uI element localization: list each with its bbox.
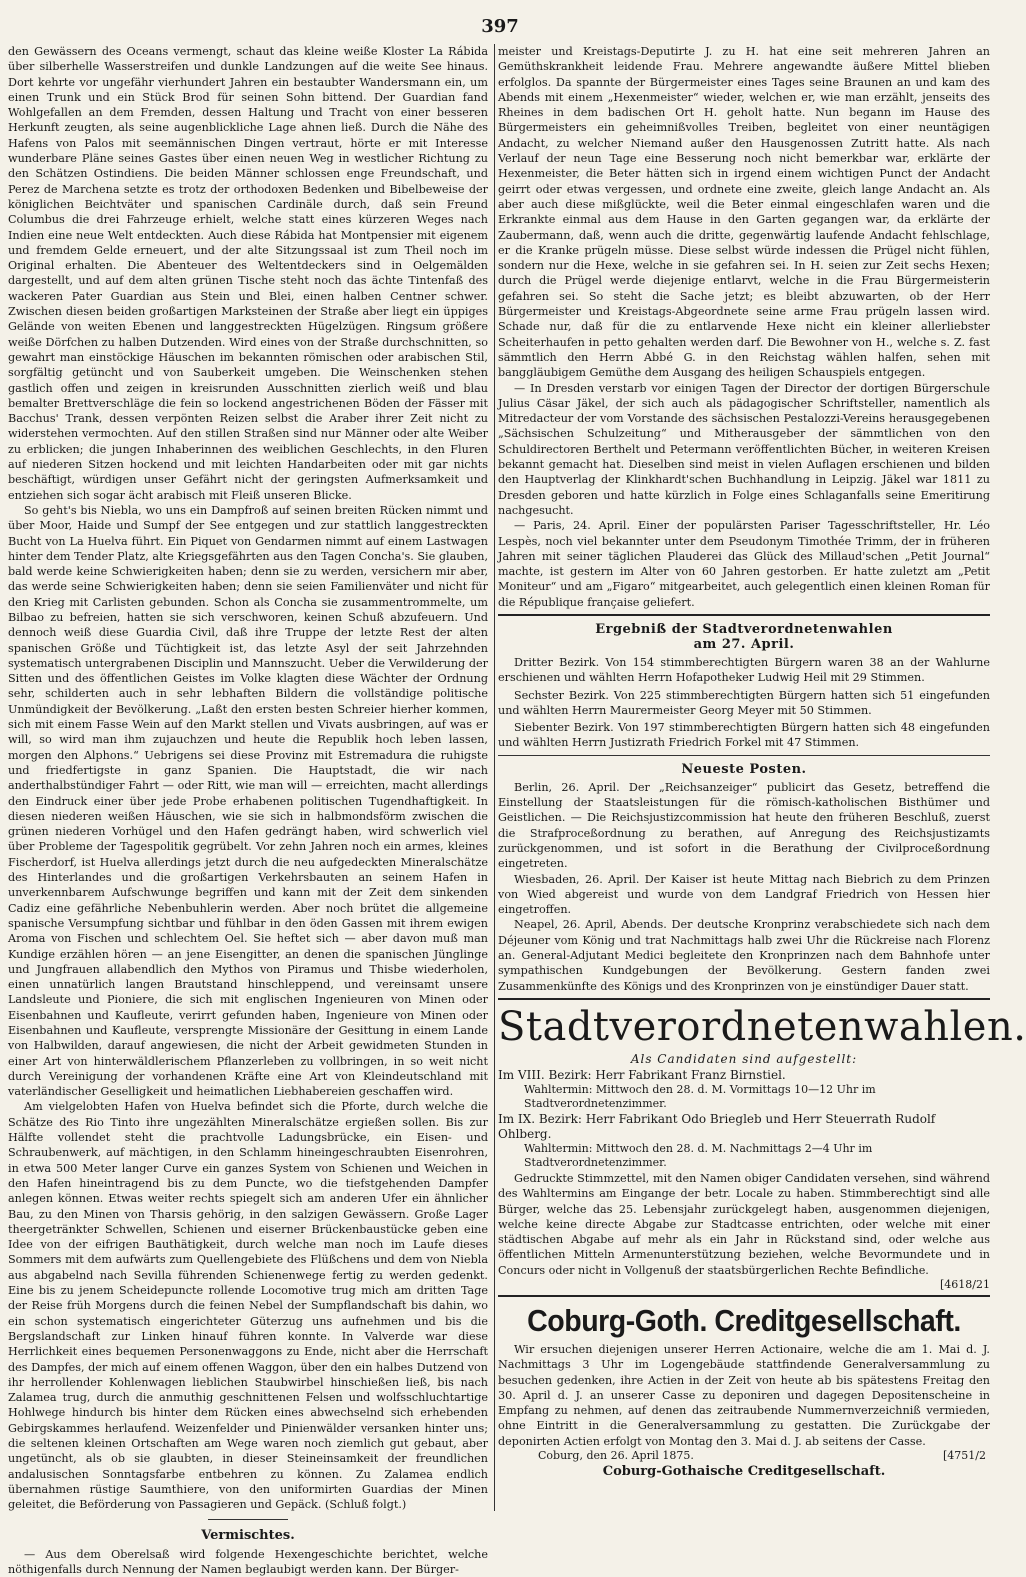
bank-advertisement bbox=[498, 1303, 990, 1479]
left-column bbox=[8, 44, 495, 1511]
divider bbox=[498, 1295, 990, 1297]
divider bbox=[498, 755, 990, 756]
news-item: Wiesbaden, 26. April. Der Kaiser ist heute Mittag nach Biebrich zu dem Prinzen von Wied abgereist und wurde von dem Landgraf Friedrich von Hessen hier eingetroffen. bbox=[498, 872, 990, 918]
district-result: Siebenter Bezirk. Von 197 stimmberechtigten Bürgern hatten sich 48 eingefunden und wählten Herrn Justizrath Friedrich Forkel mit 47 Stimmen. bbox=[498, 720, 990, 751]
article-paragraph: den Gewässern des Oceans vermengt, schaut das kleine weiße Kloster La Rábida über silberhelle Wasserstreifen und dunkle Landzungen auf die weite See hinaus. Dort kehrte vor ungefähr vierhundert Jahren ein bestaubter Wandersmann ein, um einen Trunk und ein Stück Brod für seinen Sohn bittend. Der Guardian fand Wohlgefallen an dem Fremden, dessen Haltung und Tracht von einer besseren Herkunft zeugten, als seine augenblickliche Lage ahnen ließ. Durch die Nähe des Hafens von Palos mit seemännischen Dingen vertraut, hörte er mit Interesse wunderbare Pläne seines Gastes über einen neuen Weg in westlicher Richtung zu den Schätzen Ostindiens. Die beiden Männer schlossen enge Freundschaft, und Perez de Marchena setzte es trotz der orthodoxen Bedenken und Bibelbeweise der königlichen Beichtväter und spanischen Cardinäle durch, daß sein Freund Columbus die drei Fahrzeuge erhielt, welche statt eines kürzeren Weges nach Indien eine neue Welt entdeckten. Auch diese Rábida hat Montpensier mit eigenem und fremdem Gelde erneuert, und der alte Sitzungssaal ist zum Theil noch im Original erhalten. Die Abenteuer des Weltentdeckers sind in Oelgemälden dargestellt, und auf dem alten grünen Tische steht noch das ächte Tintenfaß des wackeren Pater Guardian aus Stein und Blei, einen halben Centner schwer. Zwischen diesen beiden großartigen Marksteinen der Straße aber liegt ein üppiges Gelände von weiten Ebenen und langgestreckten Hügelzügen. Ringsum größere weiße Dörfchen zu halben Dutzenden. Wird eines von der Straße durchschnitten, so gewahrt man einstöckige Häuschen im bekannten römischen oder arabischen Stil, sorgfältig getüncht und von Sauberkeit umgeben. Die Weinschenken stehen gastlich offen und zeigen in kreisrunden Ausschnitten zierlich weiß und blau bemalter Brettverschläge die fein so lockend angestrichenen Böden der Fässer mit Bacchus' Trank, dessen verpönten Reizen selbst die Araber ihrer Zeit nicht zu widerstehen vermochten. Auf den stillen Straßen sind nur Männer oder alte Weiber zu erblicken; die jungen Inhaberinnen des weiblichen Geschlechts, in den Fluren auf niederen Sitzen hockend und mit leichten Handarbeiten oder mit gar nichts beschäftigt, würdigen unser Gefährt nicht der geringsten Aufmerksamkeit und entziehen sich sogar ächt arabisch mit Fleiß unseren Blicke. bbox=[8, 44, 488, 503]
ad-title: Stadtverordnetenwahlen. bbox=[498, 1004, 990, 1050]
vermischtes-heading: Vermischtes. bbox=[8, 1528, 488, 1543]
ad-body: Gedruckte Stimmzettel, mit den Namen obiger Candidaten versehen, sind während des Wahltermins am Eingange der betr. Locale zu haben. Stimmberechtigt sind alle Bürger, welche das 25. Lebensjahr zurückgelegt haben, ausgenommen diejenigen, welche keine directe Abgabe zur Stadtcasse entrichten, oder welche mit einer städtischen Abgabe auf mehr als ein Jahr in Rückstand sind, oder welche aus öffentlichen Mitteln Armenunterstützung beziehen, welche Bevormundete und in Concurs oder nicht in Vollgenuß der staatsbürgerlichen Rechte Befindliche. bbox=[498, 1171, 990, 1278]
ad-reference: [4618/21 bbox=[498, 1278, 990, 1291]
article-paragraph: So geht's bis Niebla, wo uns ein Dampfroß auf seinen breiten Rücken nimmt und über Moor, Haide und Sumpf der See entgegen und zur stattlich langgestreckten Bucht von La Huelva führt. Ein Piquet von Gendarmen nimmt auf einem Lastwagen hinter dem Tender Platz, alte Kriegsgefährten aus den Tagen Concha's. Sie glauben, bald werde keine Schwierigkeiten haben; denn sie zu werden, versichern mir aber, das werde seine Schwierigkeiten haben; denn sie seien Familienväter und nicht für den Krieg mit Carlisten gebunden. Schon als Concha sie zusammentrommelte, um Bilbao zu befreien, hatten sie sich verschworen, keinen Schuß abzufeuern. Und dennoch weiß diese Guardia Civil, daß ihre Truppe der letzte Rest der alten spanischen Größe und Tüchtigkeit ist, das letzte Asyl der seit Jahrzehnden systematisch untergrabenen Disciplin und Mannszucht. Ueber die Verwilderung der Sitten und des öffentlichen Geistes im Volke klagten diese Wächter der Ordnung sehr, schilderten auch in sehr lebhaften Bildern die vollständige politische Unmündigkeit der Bevölkerung. „Laßt den ersten besten Schreier hierher kommen, sich mit einem Fasse Wein auf den Markt stellen und Vivats ausbringen, auf was er will, so wird man ihm zujauchzen und heute die Republik hoch leben lassen, morgen den Alphons.“ Uebrigens sei diese Provinz mit Estremadura die ruhigste und friedfertigste in ganz Spanien. Die Hauptstadt, die wir nach anderthalbstündiger Fahrt — oder Ritt, wie man will — erreichten, macht allerdings den Eindruck einer über jede Probe erhabenen politischen Tugendhaftigkeit. In diesen niederen weißen Häuschen, wie sie sich in halbmondsförm zwischen die grünen niederen Vorhügel und den Hafen gedrängt haben, wird schwerlich viel über Probleme der Tagespolitik gegrübelt. Vor zehn Jahren noch ein armes, kleines Fischerdorf, ist Huelva allerdings jetzt durch die neu aufgedeckten Mineralschätze des Hinterlandes und die großartigen Verkehrsbauten an seinem Hafen in unverkennbarem Aufschwunge begriffen und kann mit der Zeit dem sinkenden Cadiz eine gefährliche Nebenbuhlerin werden. Aber noch brütet die allgemeine spanische Versumpfung sichtbar und fühlbar in den öden Gassen mit ihrem ewigen Aroma von Fischen und schlechtem Oel. Sie heftet sich — aber davon muß man Kundige erzählen hören — an jene Eisengitter, an denen die spanischen Jünglinge und Jungfrauen allabendlich den Mythos von Piramus und Thisbe wiederholen, einen unnatürlich langen Brautstand hinschleppend, und vereinsamt unsere Landsleute und Pioniere, die sich mit englischen Ingenieuren von Minen oder Eisenbahnen und Kaufleute, verirrt gefunden haben, Ingenieure von Minen oder Eisenbahnen und Kaufleute, versprengte Missionäre der Gesittung in einem Lande von Halbwilden, darauf angewiesen, die nicht der Arbeit gewidmeten Stunden in einer Art von hinterwäldlerischem Pflanzerleben zu vollbringen, in so weit nicht durch Vereinigung der vorhandenen Kräfte eine Art von Kleindeutschland mit vaterländischer Geselligkeit und heimatlichen Liebhabereien geschaffen wird. bbox=[8, 503, 488, 1100]
divider bbox=[208, 1519, 288, 1520]
election-results-date: am 27. April. bbox=[498, 637, 990, 652]
page-number: 397 bbox=[0, 16, 1000, 37]
article-paragraph: meister und Kreistags-Deputirte J. zu H. hat eine seit mehreren Jahren an Gemüthskrankheit leidende Frau. Mehrere angewandte äußere Mittel blieben erfolglos. Da spannte der Bürgermeister eines Tages seine Braunen an und kam des Abends mit einem „Hexenmeister“ wieder, welchen er, wie man erzählt, jenseits des Rheines in dem badischen Ort H. geholt hatte. Nun begann im Hause des Bürgermeisters ein geheimnißvolles Treiben, begleitet von einer neuntägigen Andacht, zu welcher Niemand außer den Hausgenossen Zutritt hatte. Als nach Verlauf der neun Tage eine Besserung noch nicht bemerkbar war, erklärte der Hexenmeister, die Beter hätten sich in irgend einem wichtigen Punct der Andacht geirrt oder etwas vergessen, und ordnete eine zweite, gleich lange Andacht an. Als aber auch diese mißglückte, weil die Beter einmal eingeschlafen waren und die Erkrankte einmal aus dem Hause in den Garten gegangen war, da erklärte der Zaubermann, daß, wenn auch die dritte, gegenwärtig laufende Andacht fehlschlage, er die Kranke prügeln müsse. Diese selbst würde indessen die Prügel nicht fühlen, sondern nur die Hexe, welche in sie gefahren sei. In H. seien zur Zeit sechs Hexen; durch die Prügel werde diejenige entlarvt, welche in die Frau Bürgermeisterin gefahren sei. So steht die Sache jetzt; es bleibt abzuwarten, ob der Herr Bürgermeister und Kreistags-Abgeordnete seine arme Frau prügeln lassen wird. Schade nur, daß für die zu entlarvende Hexe nicht ein kleiner allerliebster Scheiterhaufen in petto gehalten werden darf. Die Bewohner von H., welche s. Z. fast sämmtlich den Herrn Abbé G. in den Reichstag wählen halfen, sehen mit banggläubigem Gemüthe dem Ausgang des heiligen Schauspiels entgegen. bbox=[498, 44, 990, 381]
ad-date: Coburg, den 26. April 1875. bbox=[538, 1449, 694, 1462]
ad-body: Wir ersuchen diejenigen unserer Herren Actionaire, welche die am 1. Mai d. J. Nachmittags 3 Uhr im Logengebäude stattfindende Generalversammlung zu besuchen gedenken, ihre Actien in der Zeit von heute ab bis spätestens Freitag den 30. April d. J. an unserer Casse zu deponiren und dagegen Depositenscheine in Empfang zu nehmen, auf denen das zeitraubende Nummernverzeichniß vermieden, ohne Eintritt in die Generalversammlung zu gestatten. Die Zurückgabe der deponirten Actien erfolgt von Montag den 3. Mai d. J. ab seitens der Casse. bbox=[498, 1342, 990, 1449]
ad-district: Im VIII. Bezirk: Herr Fabrikant Franz Birnstiel. bbox=[498, 1068, 990, 1083]
right-column bbox=[498, 44, 990, 1511]
ad-signature: Coburg-Gothaische Creditgesellschaft. bbox=[498, 1464, 990, 1479]
election-advertisement bbox=[498, 1004, 990, 1291]
article-paragraph: Am vielgelobten Hafen von Huelva befindet sich die Pforte, durch welche die Schätze des Rio Tinto ihre ungezählten Mineralschätze ergießen sollen. Bis zur Hälfte vollendet steht die prachtvolle Ladungsbrücke, ein Eisen- und Schraubenwerk, auf mächtigen, in den Schlamm hineingeschraubten Eisenrohren, in etwa 500 Meter langer Curve ein ganzes System von Schienen und Weichen in den Hafen hineintragend bis zu dem Puncte, wo die tiefstgehenden Dampfer anlegen können. Etwas weiter rechts spiegelt sich am anderen Ufer ein ähnlicher Bau, zu den Minen von Tharsis gehörig, in den salzigen Gewässern. Große Lager theergetränkter Schwellen, Schienen und eiserner Brückenbaustücke geben eine Idee von der eifrigen Bauthätigkeit, durch welche man noch im Laufe dieses Sommers mit dem aufwärts zum Quellengebiete des Flüßchens und dem von Niebla aus abgabelnd nach Sevilla führenden Schienenwege fertig zu werden gedenkt. Eine bis zu jenem Scheidepuncte rollende Locomotive trug mich am dritten Tage der Reise früh Morgens durch die feinen Nebel der Sumpflandschaft bis dahin, wo ein schon systematisch eingerichteter Güterzug uns aufnehmen und bis die Bergslandschaft zur Linken hinauf führen konnte. In Valverde war diese Herrlichkeit eines bequemen Personenwaggons zu Ende, nicht aber die Herrschaft des Dampfes, der mich auf einem offenen Waggon, über den ein halbes Dutzend von ihr herrollender Kohlenwagen lieblichen Staubwirbel hinschießen ließ, bis nach Zalamea trug, durch die anmuthig geschnittenen Felsen und wolfsschluchtartige Hohlwege hindurch bis hinter dem Rücken eines abwechselnd sich erhebenden Gebirgskammes herlaufend. Weizenfelder und Pinienwälder versanken hinter uns; die seltenen kleinen Ortschaften am Wege waren noch ziemlich gut gebaut, aber ungetüncht, als ob sie glaubten, in dieser Steineinsamkeit der freundlichen andalusischen Sonntagsfarbe entbehren zu können. Zu Zalamea endlich übernahmen rüstige Saumthiere, von den uniformirten Guardias der Minen geleitet, die Beförderung von Passagieren und Gepäck. (Schluß folgt.) bbox=[8, 1099, 488, 1512]
ad-note: Wahltermin: Mittwoch den 28. d. M. Nachmittags 2—4 Uhr im Stadtverordnetenzimmer. bbox=[498, 1142, 990, 1171]
district-result: Dritter Bezirk. Von 154 stimmberechtigten Bürgern waren 38 an der Wahlurne erschienen und wählten Herrn Hofapotheker Ludwig Heil mit 29 Stimmen. bbox=[498, 655, 990, 686]
news-item: Berlin, 26. April. Der „Reichsanzeiger“ publicirt das Gesetz, betreffend die Einstellung der Staatsleistungen für die römisch-katholischen Bisthümer und Geistlichen. — Die Reichsjustizcommission hat heute den früheren Beschluß, zuerst die Strafproceßordnung zu berathen, auf Anregung des Reichsjustizamts zurückgenommen, und ist sofort in die Berathung der Civilproceßordnung eingetreten. bbox=[498, 780, 990, 872]
ad-district: Im IX. Bezirk: Herr Fabrikant Odo Briegleb und Herr Steuerrath Rudolf Ohlberg. bbox=[498, 1112, 990, 1142]
divider bbox=[498, 998, 990, 1000]
district-result: Sechster Bezirk. Von 225 stimmberechtigten Bürgern hatten sich 51 eingefunden und wählten Herrn Maurermeister Georg Meyer mit 50 Stimmen. bbox=[498, 688, 990, 719]
election-results-heading: Ergebniß der Stadtverordnetenwahlen bbox=[498, 622, 990, 637]
divider bbox=[498, 614, 990, 616]
vermischtes-text: — Aus dem Oberelsaß wird folgende Hexengeschichte berichtet, welche nöthigenfalls durch Nennung der Namen beglaubigt werden kann. Der Bürger- bbox=[8, 1547, 488, 1577]
news-item: Neapel, 26. April, Abends. Der deutsche Kronprinz verabschiedete sich nach dem Déjeuner vom König und trat Nachmittags halb zwei Uhr die Rückreise nach Florenz an. General-Adjutant Medici begleitete den Kronprinzen nach dem Bahnhofe unter sympathischen Kundgebungen der Bevölkerung. Gestern fanden zwei Zusammenkünfte des Königs und des Kronprinzen von je einstündiger Dauer statt. bbox=[498, 917, 990, 993]
article-paragraph: — Paris, 24. April. Einer der populärsten Pariser Tagesschriftsteller, Hr. Léo Lespès, noch viel bekannter unter dem Pseudonym Timothée Trimm, der in früheren Jahren mit seiner täglichen Plauderei das Glück des Millaud'schen „Petit Journal“ machte, ist gestern im Alter von 60 Jahren gestorben. Er hatte zuletzt am „Petit Moniteur“ und am „Figaro“ mitgearbeitet, auch gelegentlich einen kleinen Roman für die République française geliefert. bbox=[498, 518, 990, 610]
ad-dateline bbox=[498, 1449, 990, 1462]
ad-subtitle: Als Candidaten sind aufgestellt: bbox=[498, 1052, 990, 1066]
ad-title: Coburg-Goth. Creditgesellschaft. bbox=[518, 1303, 971, 1339]
ad-reference: [4751/2 bbox=[943, 1449, 986, 1462]
ad-note: Wahltermin: Mittwoch den 28. d. M. Vormittags 10—12 Uhr im Stadtverordnetenzimmer. bbox=[498, 1083, 990, 1112]
news-heading: Neueste Posten. bbox=[498, 762, 990, 777]
article-paragraph: — In Dresden verstarb vor einigen Tagen der Director der dortigen Bürgerschule Julius Cäsar Jäkel, der sich auch als pädagogischer Schriftsteller, namentlich als Mitredacteur der vom Vorstande des sächsischen Pestalozzi-Vereins herausgegebenen „Sächsischen Schulzeitung“ und Mitherausgeber der sämmtlichen von den Schuldirectoren Berthelt und Petermann veröffentlichten Bücher, in weiteren Kreisen bekannt gemacht hat. Dieselben sind meist in vielen Auflagen erschienen und bilden den Hauptverlag der Klinkhardt'schen Buchhandlung in Leipzig. Jäkel war 1811 zu Dresden geboren und hatte kürzlich in Folge eines Schlaganfalls seine Emeritirung nachgesucht. bbox=[498, 381, 990, 519]
